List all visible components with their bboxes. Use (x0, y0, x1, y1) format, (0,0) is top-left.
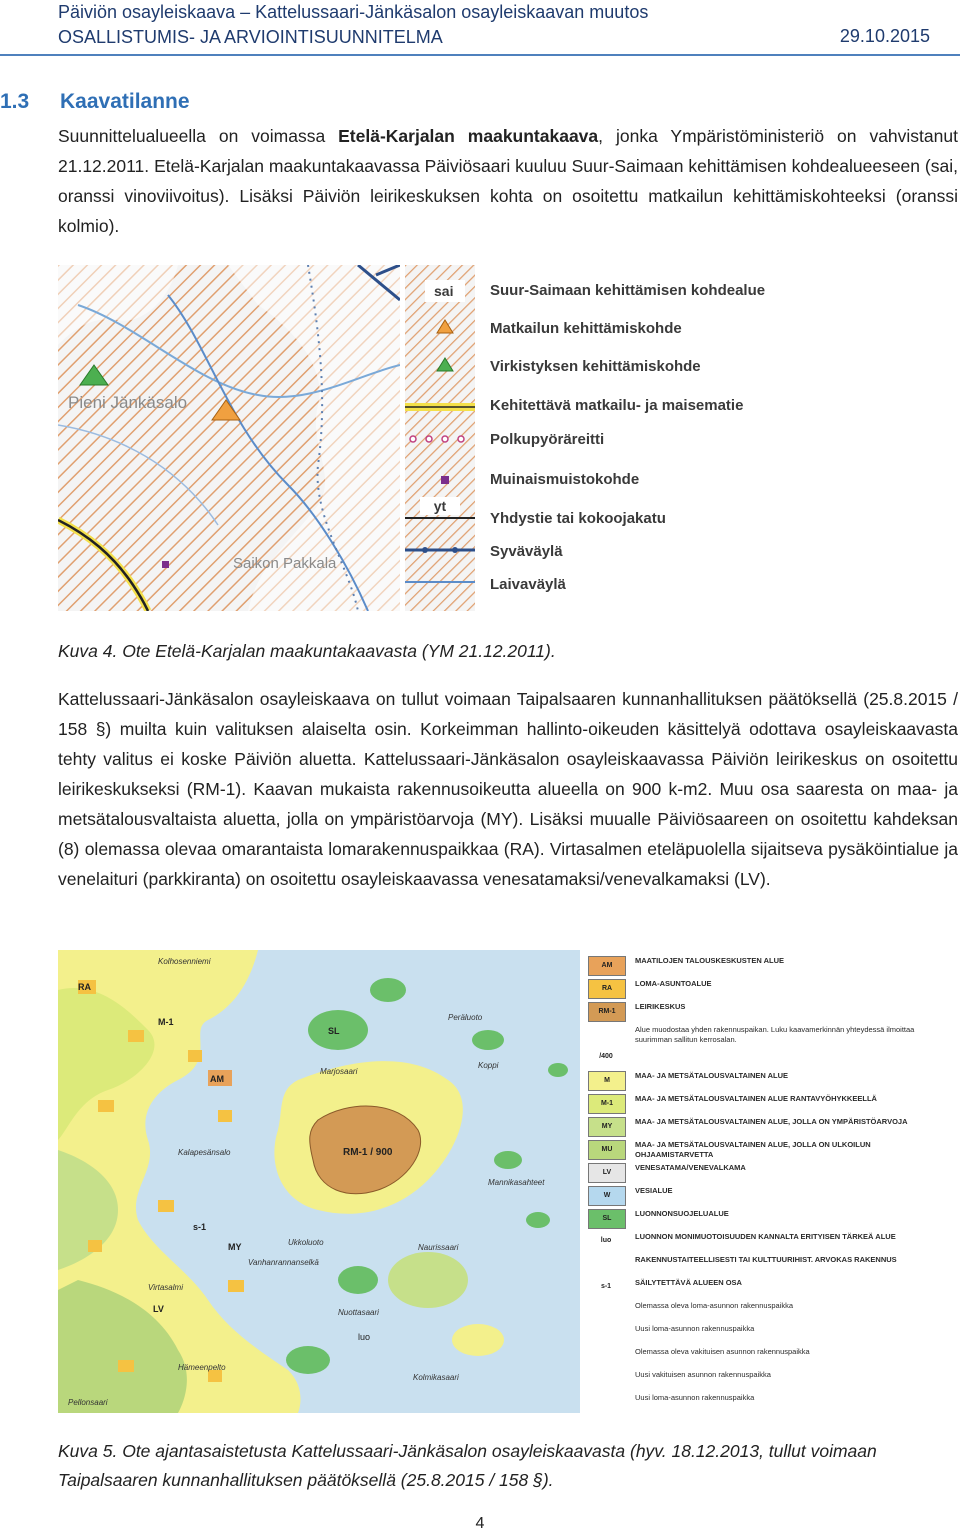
legend-row (405, 466, 800, 496)
paragraph-intro-end: , jonka Ympäristöministeriö on vahvistanut 21.12.2011. Etelä-Karjalan maakuntakaavassa Päiviösaari kuuluu Suur-Saimaan kehittämisen kohdealueeseen (sai, oranssi vinoviivoitus). Lisäksi Päiviön leirikeskuksen kohta on osoitettu matkailun kehittämiskohteeksi (oranssi kolmio). (58, 126, 958, 236)
map-place-label: Saikon Pakkala (233, 555, 337, 572)
legend-label: Matkailun kehittämiskohde (490, 320, 682, 337)
legend-row (585, 1184, 950, 1208)
legend-row (585, 1299, 950, 1323)
document-header-subtitle: OSALLISTUMIS- JA ARVIOINTISUUNNITELMA (58, 27, 443, 47)
map-place-label: Nuottasaari (338, 1308, 379, 1317)
legend-row (585, 1322, 950, 1346)
regional-plan-legend (405, 265, 800, 611)
page-number: 4 (475, 1515, 485, 1532)
master-plan-legend (585, 950, 950, 1413)
map-zone-label: s-1 (193, 1222, 207, 1232)
map-zone-label: LV (153, 1304, 164, 1314)
legend-swatch: RA (588, 979, 626, 999)
legend-label: VESIALUE (635, 1186, 673, 1195)
paragraph-intro-bold: Etelä-Karjalan maakuntakaava (338, 126, 599, 146)
legend-row (405, 392, 800, 422)
legend-label: Uusi loma-asunnon rakennuspaikka (635, 1393, 755, 1402)
legend-label: Alue muodostaa yhden rakennuspaikan. Luku kaavamerkinnän yhteydessä ilmoittaa suurimman sallitun kerrosalan. (635, 1025, 915, 1044)
legend-label: LUONNONSUOJELUALUE (635, 1209, 729, 1218)
map-place-label: Hämeenpelto (178, 1363, 226, 1372)
legend-row (585, 1069, 950, 1093)
legend-swatch: MY (588, 1117, 626, 1137)
legend-row (585, 1023, 950, 1047)
legend-row (585, 1092, 950, 1116)
map-place-label: Pellonsaari (68, 1398, 108, 1407)
legend-label: Syväväylä (490, 543, 563, 560)
legend-label: Laivaväylä (490, 576, 566, 593)
legend-label: Kehitettävä matkailu- ja maisematie (490, 397, 744, 414)
legend-code-yt: yt (433, 498, 447, 514)
legend-code-sai: sai (434, 283, 454, 299)
legend-row (585, 1000, 950, 1024)
legend-label: MAA- JA METSÄTALOUSVALTAINEN ALUE, JOLLA ON YMPÄRISTÖARVOJA (635, 1117, 908, 1126)
document-header-title: Päiviön osayleiskaava – Kattelussaari-Jänkäsalon osayleiskaavan muutos (58, 2, 649, 22)
legend-label: VENESATAMA/VENEVALKAMA (635, 1163, 746, 1172)
legend-row (585, 1345, 950, 1369)
legend-row (585, 1161, 950, 1185)
legend-row (405, 426, 800, 456)
map-place-label: Koppi (478, 1061, 499, 1070)
map-zone-label: SL (328, 1026, 340, 1036)
legend-row (585, 1046, 950, 1070)
legend-row (405, 315, 800, 345)
legend-swatch: luo (600, 1237, 612, 1244)
legend-label: Muinaismuistokohde (490, 471, 640, 488)
legend-row (585, 1115, 950, 1139)
map-place-label: Kolmikasaari (413, 1373, 459, 1382)
legend-label: MAA- JA METSÄTALOUSVALTAINEN ALUE, JOLLA ON ULKOILUN OHJAAMISTARVETTA (635, 1140, 871, 1159)
paragraph-intro-start: Suunnittelualueella on voimassa (58, 126, 339, 146)
map-place-label: Peräluoto (448, 1013, 483, 1022)
map-place-label: Kolhosenniemi (158, 957, 211, 966)
legend-label: MAA- JA METSÄTALOUSVALTAINEN ALUE RANTAVYÖHYKKEELLÄ (635, 1094, 877, 1103)
header-divider (0, 54, 960, 56)
legend-row (585, 1230, 950, 1254)
section-title: Kaavatilanne (60, 90, 190, 113)
legend-swatch: /400 (599, 1053, 613, 1060)
legend-swatch: W (588, 1186, 626, 1206)
legend-row (585, 977, 950, 1001)
legend-swatch (588, 1393, 624, 1411)
legend-swatch: s-1 (600, 1283, 612, 1290)
regional-plan-map-graphic (58, 265, 400, 611)
legend-swatch: RM-1 (588, 1002, 626, 1022)
map-place-label: Vanhanrannanselkä (248, 1258, 319, 1267)
map-place-label: Mannikasahteet (488, 1178, 545, 1187)
legend-label: Yhdystie tai kokoojakatu (490, 510, 666, 527)
map-zone-label: luo (358, 1332, 371, 1342)
legend-row (405, 538, 800, 568)
legend-label: Suur-Saimaan kehittämisen kohdealue (490, 282, 766, 299)
legend-label: LUONNON MONIMUOTOISUUDEN KANNALTA ERITYISEN TÄRKEÄ ALUE (635, 1232, 896, 1241)
section-number: 1.3 (0, 90, 30, 113)
legend-swatch: MU (588, 1140, 626, 1160)
map-zone-label: AM (210, 1074, 224, 1084)
legend-row (585, 1207, 950, 1231)
master-plan-map-graphic (58, 950, 580, 1413)
legend-swatch: LV (588, 1163, 626, 1183)
legend-swatch (588, 1370, 624, 1388)
legend-swatch: AM (588, 956, 626, 976)
legend-row (405, 505, 800, 535)
legend-label: Olemassa oleva loma-asunnon rakennuspaikka (635, 1301, 794, 1310)
map-place-label: Marjosaari (320, 1067, 358, 1076)
figure-caption: Kuva 5. Ote ajantasaistetusta Kattelussaari-Jänkäsalon osayleiskaavasta (hyv. 18.12.2013, tullut voimaan Taipalsaaren kunnanhallituksen päätöksellä (25.8.2015 / 158 §). (58, 1441, 877, 1490)
map-zone-label: RA (78, 982, 91, 992)
legend-swatch (588, 1301, 624, 1319)
legend-label: SÄILYTETTÄVÄ ALUEEN OSA (635, 1278, 742, 1287)
legend-row (585, 1368, 950, 1392)
legend-row (585, 1276, 950, 1300)
master-plan-map (58, 950, 580, 1413)
legend-label: RAKENNUSTAITEELLISESTI TAI KULTTUURIHIST. ARVOKAS RAKENNUS (635, 1255, 897, 1264)
legend-row (585, 1253, 950, 1277)
legend-swatch (588, 1324, 624, 1342)
map-place-label: Naurissaari (418, 1243, 459, 1252)
legend-swatch: M (588, 1071, 626, 1091)
legend-label: MAA- JA METSÄTALOUSVALTAINEN ALUE (635, 1071, 789, 1080)
legend-swatch (588, 1255, 624, 1273)
legend-label: LOMA-ASUNTOALUE (635, 979, 712, 988)
legend-label: Virkistyksen kehittämiskohde (490, 358, 701, 375)
legend-row (405, 277, 800, 307)
legend-swatch: M-1 (588, 1094, 626, 1114)
map-zone-label: MY (228, 1242, 242, 1252)
legend-label: LEIRIKESKUS (635, 1002, 686, 1011)
legend-row (405, 353, 800, 383)
legend-row (585, 954, 950, 978)
map-place-label: Kalapesänsalo (178, 1148, 231, 1157)
legend-label: MAATILOJEN TALOUSKESKUSTEN ALUE (635, 956, 785, 965)
legend-swatch (588, 1025, 624, 1043)
legend-label: Polkupyöräreitti (490, 431, 605, 448)
legend-row (405, 571, 800, 601)
paragraph-intro (58, 121, 958, 241)
map-place-label: Virtasalmi (148, 1283, 183, 1292)
legend-row (585, 1138, 950, 1162)
document-header-date: 29.10.2015 (839, 26, 930, 46)
map-zone-label: M-1 (158, 1017, 174, 1027)
regional-plan-map (58, 265, 400, 611)
paragraph-master-plan: Kattelussaari-Jänkäsalon osayleiskaava on tullut voimaan Taipalsaaren kunnanhallituksen päätöksellä (25.8.2015 / 158 §) muilta kuin valituksen alaiselta osin. Korkeimman hallinto-oikeuden käsittelyä odottava osayleiskaavasta tehty valitus ei koske Päiviön aluetta. Kattelussaari-Jänkäsalon osayleiskaavassa Päiviön leirikeskus on osoitettu leirikeskukseksi (RM-1). Kaavan mukaista rakennusoikeutta alueella on 900 k-m2. Muu osa saaresta on maa- ja metsätalousvaltaista aluetta, jolla on ympäristöarvoja (MY). Lisäksi muualle Päiviösaareen on osoitettu kahdeksan (8) olemassa olevaa omarantaista lomarakennuspaikkaa (RA). Virtasalmen eteläpuolella sijaitseva pysäköintialue ja venelaituri (parkkiranta) on osoitettu osayleiskaavassa venesatamaksi/venevalkamaksi (LV). (58, 689, 958, 889)
map-place-label: Ukkoluoto (288, 1238, 324, 1247)
legend-label: Uusi loma-asunnon rakennuspaikka (635, 1324, 755, 1333)
legend-row (585, 1391, 950, 1413)
map-place-label: Pieni Jänkäsalo (68, 393, 188, 412)
legend-label: Uusi vakituisen asunnon rakennuspaikka (635, 1370, 771, 1379)
legend-label: Olemassa oleva vakituisen asunnon rakennuspaikka (635, 1347, 810, 1356)
legend-swatch (588, 1347, 624, 1365)
map-zone-label: RM-1 / 900 (343, 1147, 393, 1158)
figure-caption: Kuva 4. Ote Etelä-Karjalan maakuntakaavasta (YM 21.12.2011). (58, 641, 556, 661)
legend-swatch: SL (588, 1209, 626, 1229)
